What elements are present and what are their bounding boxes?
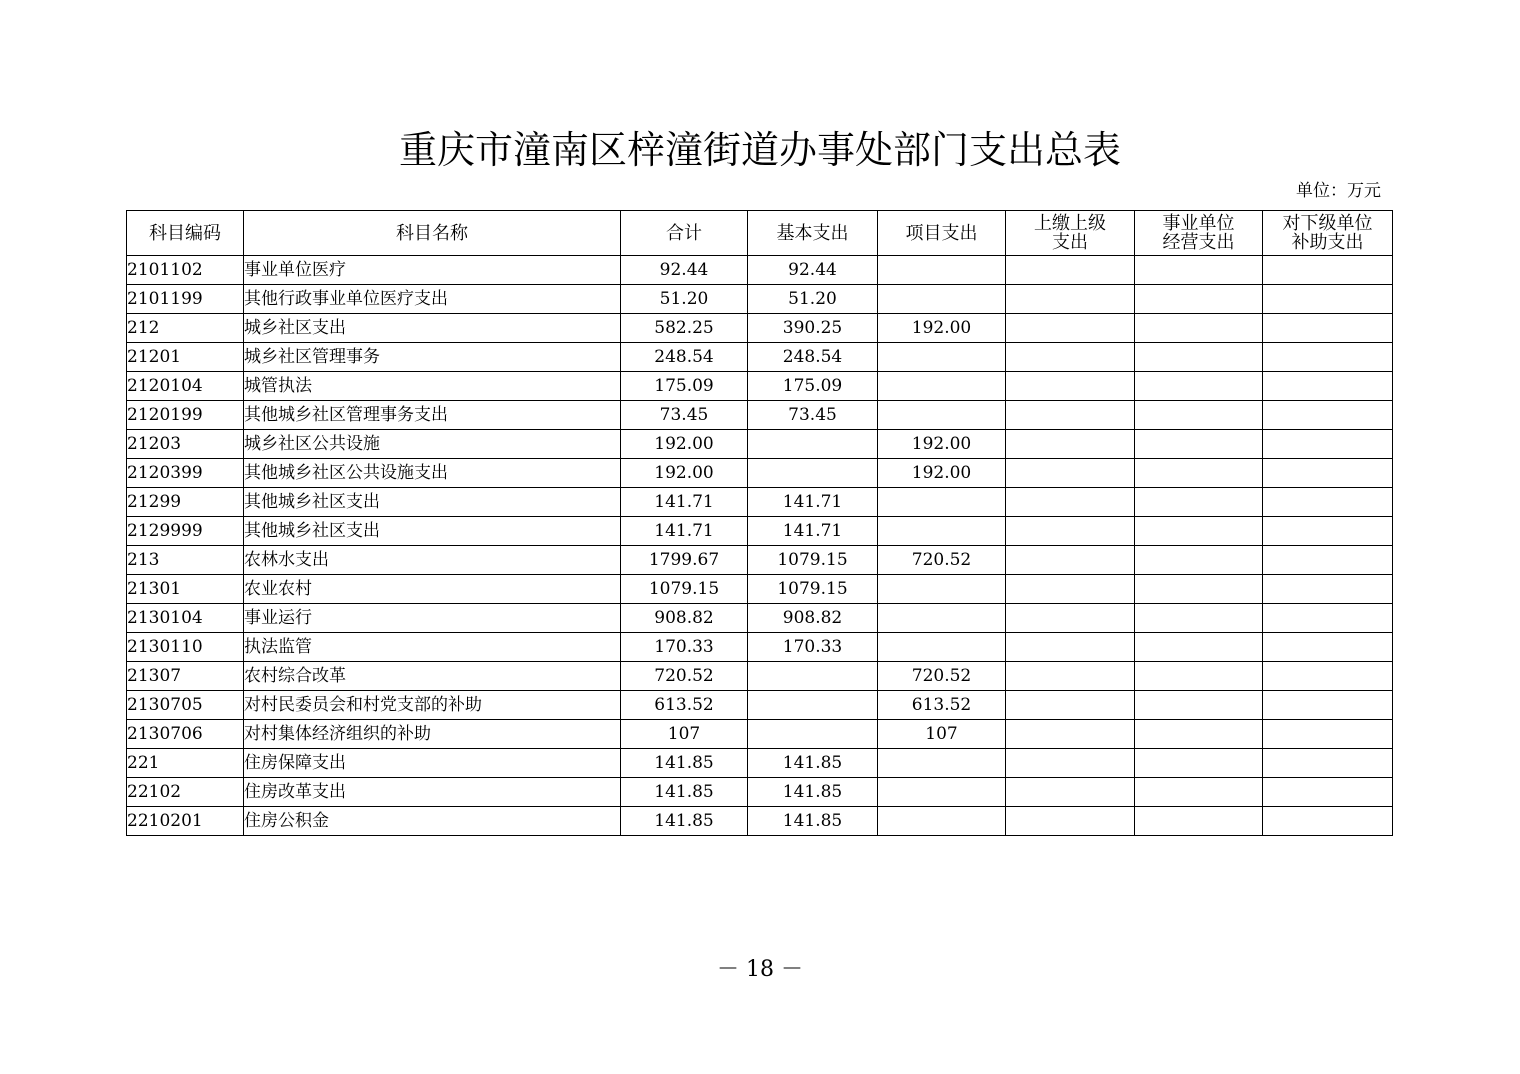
cell-project: 192.00 [878, 314, 1006, 343]
cell-remit [1006, 343, 1135, 372]
cell-operating [1135, 285, 1263, 314]
cell-total: 192.00 [621, 459, 748, 488]
cell-operating [1135, 372, 1263, 401]
cell-subsidy [1263, 430, 1393, 459]
cell-total: 141.71 [621, 517, 748, 546]
cell-code: 2130104 [127, 604, 244, 633]
cell-project [878, 401, 1006, 430]
cell-project: 192.00 [878, 430, 1006, 459]
cell-basic: 141.85 [748, 778, 878, 807]
cell-basic: 141.71 [748, 488, 878, 517]
cell-code: 21203 [127, 430, 244, 459]
cell-remit [1006, 285, 1135, 314]
header-subsidy-to-subordinate: 对下级单位 补助支出 [1263, 211, 1393, 256]
cell-total: 908.82 [621, 604, 748, 633]
cell-operating [1135, 604, 1263, 633]
cell-subsidy [1263, 546, 1393, 575]
cell-code: 2129999 [127, 517, 244, 546]
cell-project [878, 807, 1006, 836]
cell-name: 事业单位医疗 [244, 256, 621, 285]
table-row [127, 488, 1393, 517]
cell-name: 其他城乡社区公共设施支出 [244, 459, 621, 488]
cell-subsidy [1263, 720, 1393, 749]
cell-operating [1135, 662, 1263, 691]
cell-remit [1006, 256, 1135, 285]
cell-subsidy [1263, 517, 1393, 546]
page-title: 重庆市潼南区梓潼街道办事处部门支出总表 [398, 128, 1121, 172]
cell-name: 事业运行 [244, 604, 621, 633]
cell-code: 2120104 [127, 372, 244, 401]
cell-remit [1006, 691, 1135, 720]
cell-code: 2101199 [127, 285, 244, 314]
cell-basic: 170.33 [748, 633, 878, 662]
unit-label: 单位：万元 [1296, 181, 1381, 201]
cell-remit [1006, 546, 1135, 575]
cell-total: 141.85 [621, 749, 748, 778]
cell-total: 107 [621, 720, 748, 749]
cell-remit [1006, 401, 1135, 430]
cell-remit [1006, 633, 1135, 662]
cell-code: 2130705 [127, 691, 244, 720]
cell-subsidy [1263, 459, 1393, 488]
cell-basic [748, 662, 878, 691]
cell-total: 141.71 [621, 488, 748, 517]
cell-code: 21301 [127, 575, 244, 604]
cell-operating [1135, 517, 1263, 546]
cell-basic: 92.44 [748, 256, 878, 285]
cell-project: 720.52 [878, 662, 1006, 691]
cell-project [878, 604, 1006, 633]
table-row [127, 807, 1393, 836]
table-row [127, 691, 1393, 720]
cell-operating [1135, 343, 1263, 372]
cell-name: 其他城乡社区管理事务支出 [244, 401, 621, 430]
cell-code: 2130110 [127, 633, 244, 662]
cell-remit [1006, 604, 1135, 633]
cell-operating [1135, 691, 1263, 720]
cell-remit [1006, 488, 1135, 517]
cell-total: 141.85 [621, 778, 748, 807]
table-row [127, 314, 1393, 343]
cell-total: 73.45 [621, 401, 748, 430]
cell-project: 613.52 [878, 691, 1006, 720]
cell-basic [748, 459, 878, 488]
header-total: 合计 [621, 211, 748, 256]
cell-basic: 1079.15 [748, 546, 878, 575]
cell-operating [1135, 749, 1263, 778]
header-basic-expenditure: 基本支出 [748, 211, 878, 256]
cell-subsidy [1263, 807, 1393, 836]
cell-name: 农业农村 [244, 575, 621, 604]
cell-basic: 141.85 [748, 807, 878, 836]
cell-code: 221 [127, 749, 244, 778]
table-row [127, 343, 1393, 372]
cell-total: 51.20 [621, 285, 748, 314]
table-row [127, 720, 1393, 749]
cell-subsidy [1263, 749, 1393, 778]
cell-operating [1135, 546, 1263, 575]
cell-subsidy [1263, 488, 1393, 517]
cell-operating [1135, 720, 1263, 749]
table-row [127, 575, 1393, 604]
cell-code: 21307 [127, 662, 244, 691]
header-remit-to-superior: 上缴上级 支出 [1006, 211, 1135, 256]
header-subject-name: 科目名称 [244, 211, 621, 256]
table-row [127, 372, 1393, 401]
cell-operating [1135, 575, 1263, 604]
cell-name: 住房保障支出 [244, 749, 621, 778]
cell-total: 175.09 [621, 372, 748, 401]
cell-project [878, 633, 1006, 662]
cell-remit [1006, 778, 1135, 807]
table-row [127, 662, 1393, 691]
cell-remit [1006, 720, 1135, 749]
cell-subsidy [1263, 575, 1393, 604]
table-body [127, 256, 1393, 836]
table-row [127, 778, 1393, 807]
cell-operating [1135, 256, 1263, 285]
cell-basic: 248.54 [748, 343, 878, 372]
cell-operating [1135, 633, 1263, 662]
cell-code: 212 [127, 314, 244, 343]
cell-project [878, 343, 1006, 372]
cell-project [878, 256, 1006, 285]
cell-subsidy [1263, 778, 1393, 807]
cell-project [878, 749, 1006, 778]
cell-total: 248.54 [621, 343, 748, 372]
cell-name: 城管执法 [244, 372, 621, 401]
table-row [127, 430, 1393, 459]
cell-basic: 1079.15 [748, 575, 878, 604]
cell-total: 141.85 [621, 807, 748, 836]
cell-code: 2120199 [127, 401, 244, 430]
table-row [127, 459, 1393, 488]
cell-subsidy [1263, 372, 1393, 401]
cell-subsidy [1263, 401, 1393, 430]
cell-name: 其他城乡社区支出 [244, 488, 621, 517]
cell-remit [1006, 314, 1135, 343]
cell-code: 21299 [127, 488, 244, 517]
cell-project [878, 488, 1006, 517]
cell-basic: 51.20 [748, 285, 878, 314]
header-institution-operating: 事业单位 经营支出 [1135, 211, 1263, 256]
cell-code: 22102 [127, 778, 244, 807]
header-subject-code: 科目编码 [127, 211, 244, 256]
table-row [127, 546, 1393, 575]
cell-remit [1006, 662, 1135, 691]
cell-basic [748, 720, 878, 749]
cell-total: 170.33 [621, 633, 748, 662]
cell-remit [1006, 749, 1135, 778]
cell-name: 农林水支出 [244, 546, 621, 575]
header-project-expenditure: 项目支出 [878, 211, 1006, 256]
cell-operating [1135, 459, 1263, 488]
cell-subsidy [1263, 604, 1393, 633]
cell-subsidy [1263, 691, 1393, 720]
cell-total: 582.25 [621, 314, 748, 343]
cell-project: 720.52 [878, 546, 1006, 575]
cell-code: 2101102 [127, 256, 244, 285]
cell-remit [1006, 459, 1135, 488]
cell-total: 92.44 [621, 256, 748, 285]
cell-operating [1135, 488, 1263, 517]
table-row [127, 285, 1393, 314]
cell-remit [1006, 372, 1135, 401]
cell-code: 2130706 [127, 720, 244, 749]
cell-subsidy [1263, 343, 1393, 372]
cell-total: 613.52 [621, 691, 748, 720]
table-row [127, 633, 1393, 662]
cell-project [878, 778, 1006, 807]
cell-operating [1135, 430, 1263, 459]
table-row [127, 401, 1393, 430]
cell-name: 执法监管 [244, 633, 621, 662]
cell-project [878, 372, 1006, 401]
cell-subsidy [1263, 662, 1393, 691]
cell-code: 2120399 [127, 459, 244, 488]
cell-name: 对村民委员会和村党支部的补助 [244, 691, 621, 720]
cell-name: 其他城乡社区支出 [244, 517, 621, 546]
cell-total: 192.00 [621, 430, 748, 459]
cell-code: 2210201 [127, 807, 244, 836]
cell-remit [1006, 575, 1135, 604]
table-row [127, 517, 1393, 546]
expenditure-table [126, 210, 1393, 836]
cell-basic: 141.71 [748, 517, 878, 546]
cell-name: 农村综合改革 [244, 662, 621, 691]
cell-subsidy [1263, 314, 1393, 343]
cell-project [878, 575, 1006, 604]
cell-name: 其他行政事业单位医疗支出 [244, 285, 621, 314]
cell-remit [1006, 807, 1135, 836]
cell-basic: 390.25 [748, 314, 878, 343]
cell-operating [1135, 401, 1263, 430]
table-row [127, 604, 1393, 633]
cell-name: 城乡社区支出 [244, 314, 621, 343]
table-row [127, 749, 1393, 778]
cell-total: 720.52 [621, 662, 748, 691]
cell-remit [1006, 517, 1135, 546]
cell-project [878, 285, 1006, 314]
cell-basic: 175.09 [748, 372, 878, 401]
cell-name: 对村集体经济组织的补助 [244, 720, 621, 749]
cell-basic: 141.85 [748, 749, 878, 778]
table-header-row [127, 211, 1393, 256]
cell-subsidy [1263, 633, 1393, 662]
cell-project: 107 [878, 720, 1006, 749]
cell-name: 住房公积金 [244, 807, 621, 836]
cell-name: 城乡社区管理事务 [244, 343, 621, 372]
cell-basic: 908.82 [748, 604, 878, 633]
cell-operating [1135, 314, 1263, 343]
page-number: － 18 － [717, 957, 803, 982]
cell-project [878, 517, 1006, 546]
cell-basic: 73.45 [748, 401, 878, 430]
cell-code: 21201 [127, 343, 244, 372]
cell-total: 1079.15 [621, 575, 748, 604]
cell-basic [748, 691, 878, 720]
cell-project: 192.00 [878, 459, 1006, 488]
cell-name: 住房改革支出 [244, 778, 621, 807]
cell-subsidy [1263, 285, 1393, 314]
cell-total: 1799.67 [621, 546, 748, 575]
cell-subsidy [1263, 256, 1393, 285]
cell-basic [748, 430, 878, 459]
cell-operating [1135, 807, 1263, 836]
cell-code: 213 [127, 546, 244, 575]
cell-name: 城乡社区公共设施 [244, 430, 621, 459]
cell-remit [1006, 430, 1135, 459]
cell-operating [1135, 778, 1263, 807]
table-row [127, 256, 1393, 285]
